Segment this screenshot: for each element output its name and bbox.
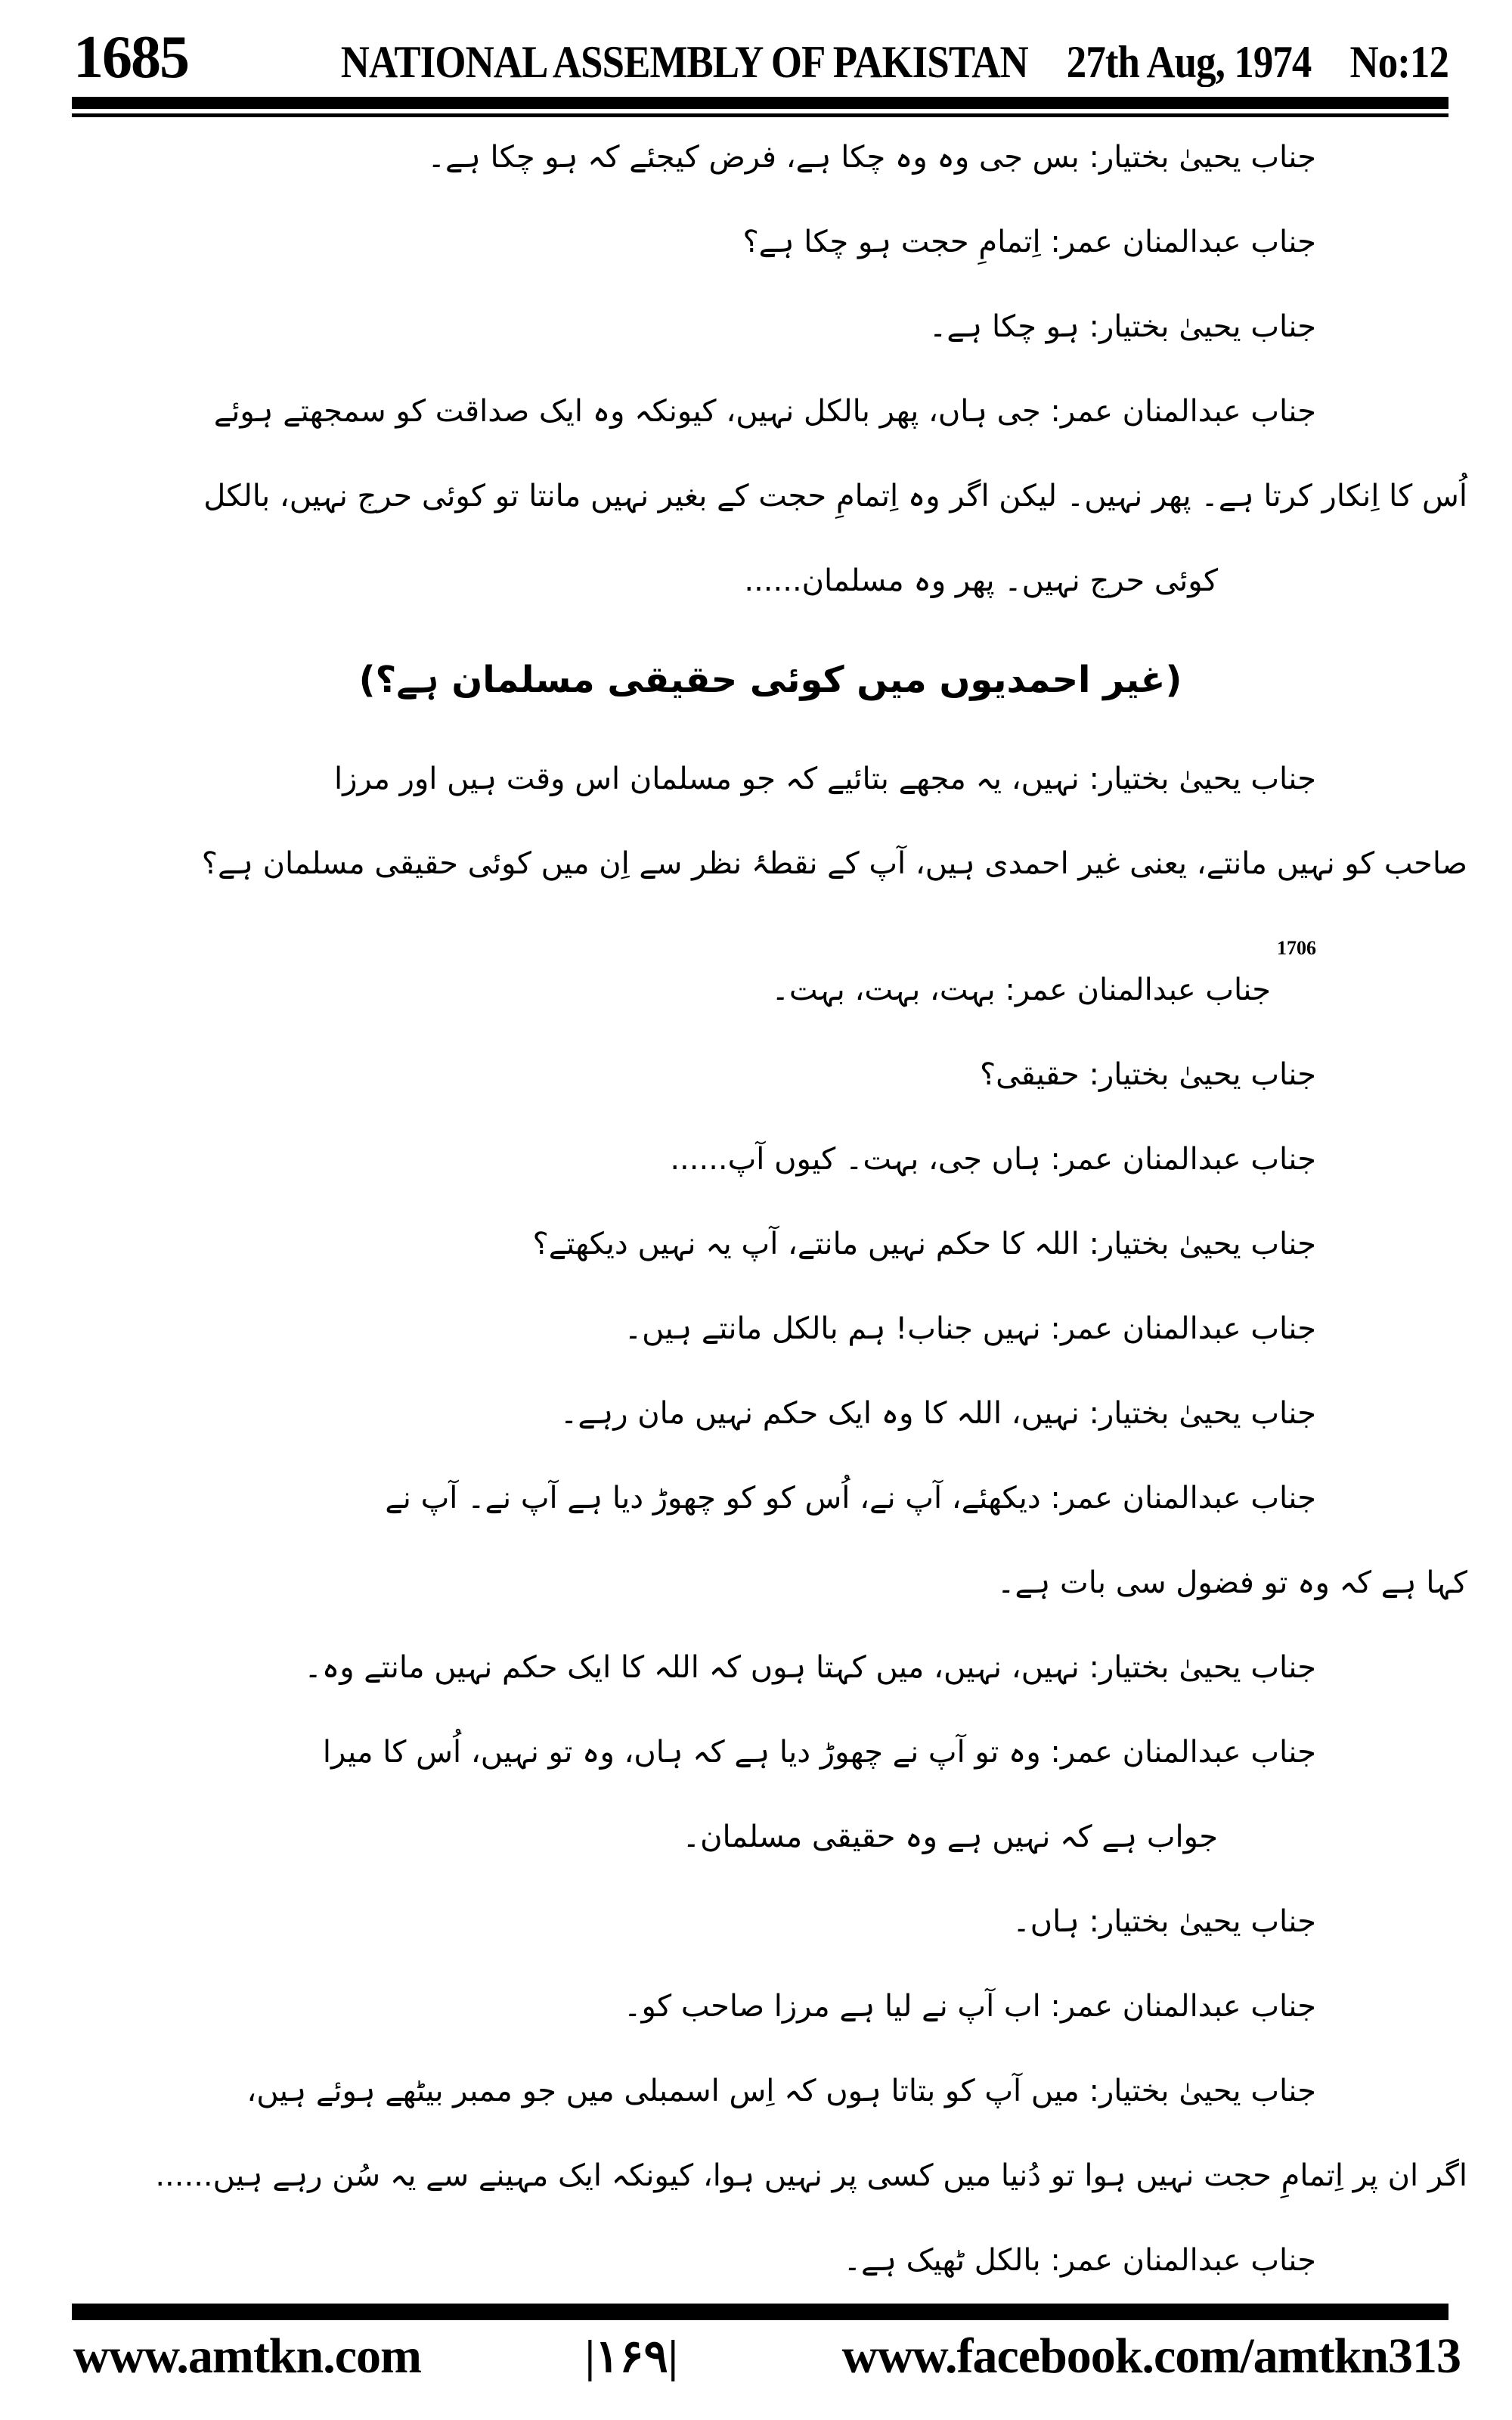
issue-number: No:12 [1349, 37, 1448, 87]
transcript-line: جناب یحییٰ بختیار: نہیں، نہیں، میں کہتا ہوں کہ اللہ کا ایک حکم نہیں مانتے وہ۔ [304, 1650, 1316, 1685]
transcript-line: جناب یحییٰ بختیار: ہاں۔ [1012, 1904, 1316, 1939]
footer-rule [72, 2304, 1448, 2320]
transcript-line: اُس کا اِنکار کرتا ہے۔ پھر نہیں۔ لیکن اگر وہ اِتمامِ حجت کے بغیر نہیں مانتا تو کوئی حرج نہیں، بالکل [203, 479, 1467, 513]
page-number: 1685 [73, 24, 188, 91]
transcript-line: اگر ان پر اِتمامِ حجت نہیں ہوا تو دُنیا میں کسی پر نہیں ہوا، کیونکہ ایک مہینے سے یہ سُن رہے ہیں...... [155, 2158, 1467, 2193]
transcript-line: جناب عبدالمنان عمر: اب آپ نے لیا ہے مرزا صاحب کو۔ [624, 1989, 1316, 2024]
footnote-marker: 1706 [1277, 937, 1316, 959]
footer-website-url: www.amtkn.com [73, 2328, 421, 2384]
transcript-line-text: جناب عبدالمنان عمر: بہت، بہت، بہت۔ [771, 973, 1271, 1007]
transcript-line: جواب ہے کہ نہیں ہے وہ حقیقی مسلمان۔ [682, 1820, 1218, 1854]
transcript-line [73, 906, 1467, 1032]
transcript-body [73, 115, 1467, 2303]
session-date: 27th Aug, 1974 [1066, 37, 1312, 87]
transcript-line: کہا ہے کہ وہ تو فضول سی بات ہے۔ [997, 1565, 1467, 1600]
transcript-line: جناب یحییٰ بختیار: نہیں، یہ مجھے بتائیے کہ جو مسلمان اس وقت ہیں اور مرزا [333, 762, 1316, 796]
header-rule-thick [72, 97, 1448, 109]
transcript-line: جناب عبدالمنان عمر: بالکل ٹھیک ہے۔ [843, 2243, 1316, 2278]
transcript-line: جناب عبدالمنان عمر: ہاں جی، بہت۔ کیوں آپ...... [670, 1142, 1316, 1177]
transcript-line: جناب یحییٰ بختیار: بس جی وہ وہ چکا ہے، فرض کیجئے کہ ہو چکا ہے۔ [427, 140, 1316, 175]
assembly-title: NATIONAL ASSEMBLY OF PAKISTAN [340, 37, 1028, 87]
footer-facebook-url: www.facebook.com/amtkn313 [841, 2328, 1461, 2384]
footer-page-number-urdu: |۱۶۹| [584, 2332, 678, 2381]
transcript-line: جناب یحییٰ بختیار: نہیں، اللہ کا وہ ایک حکم نہیں مان رہے۔ [559, 1396, 1316, 1431]
transcript-line: جناب عبدالمنان عمر: نہیں جناب! ہم بالکل مانتے ہیں۔ [624, 1311, 1316, 1346]
transcript-line: جناب عبدالمنان عمر: اِتمامِ حجت ہو چکا ہے؟ [742, 225, 1316, 259]
transcript-line: جناب یحییٰ بختیار: اللہ کا حکم نہیں مانتے، آپ یہ نہیں دیکھتے؟ [532, 1227, 1316, 1261]
transcript-line: جناب یحییٰ بختیار: حقیقی؟ [979, 1057, 1316, 1092]
section-heading: (غیر احمدیوں میں کوئی حقیقی مسلمان ہے؟) [358, 659, 1182, 701]
transcript-line: جناب یحییٰ بختیار: ہو چکا ہے۔ [928, 309, 1316, 344]
page-footer [73, 2328, 1461, 2385]
transcript-line: جناب یحییٰ بختیار: میں آپ کو بتاتا ہوں کہ اِس اسمبلی میں جو ممبر بیٹھے ہوئے ہیں، [246, 2074, 1316, 2108]
transcript-line: جناب عبدالمنان عمر: وہ تو آپ نے چھوڑ دیا ہے کہ ہاں، وہ تو نہیں، اُس کا میرا [322, 1735, 1316, 1770]
transcript-line: کوئی حرج نہیں۔ پھر وہ مسلمان...... [744, 563, 1218, 598]
transcript-line: صاحب کو نہیں مانتے، یعنی غیر احمدی ہیں، آپ کے نقطۂ نظر سے اِن میں کوئی حقیقی مسلمان ہے؟ [201, 846, 1467, 881]
header-title-group [341, 36, 1448, 88]
page-header [73, 24, 1448, 91]
transcript-line: جناب عبدالمنان عمر: جی ہاں، پھر بالکل نہیں، کیونکہ وہ ایک صداقت کو سمجھتے ہوئے [213, 394, 1316, 429]
transcript-line: جناب عبدالمنان عمر: دیکھئے، آپ نے، اُس کو کو چھوڑ دیا ہے آپ نے۔ آپ نے [385, 1481, 1316, 1516]
